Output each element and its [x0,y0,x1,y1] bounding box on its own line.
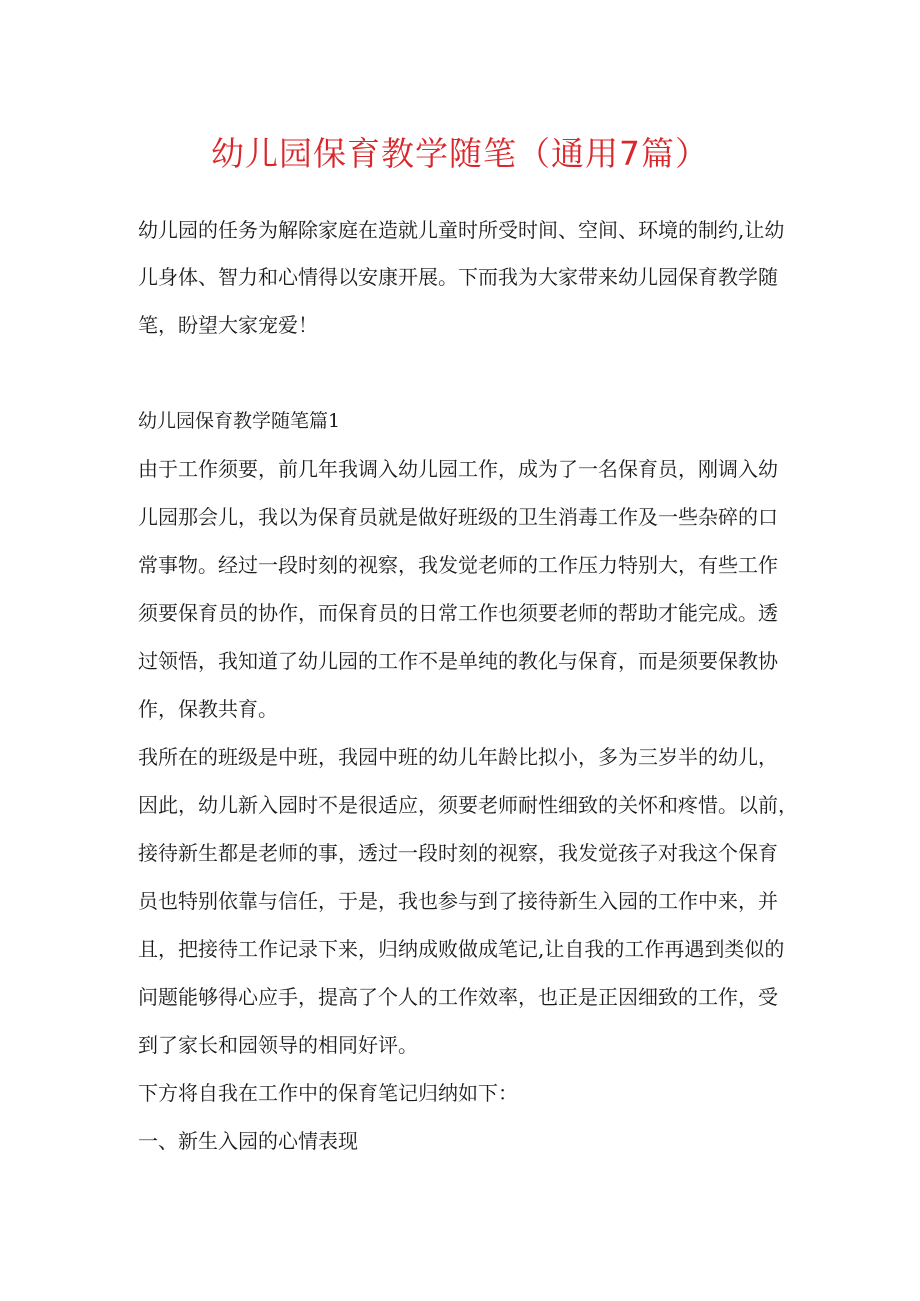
document-title: 幼儿园保育教学随笔（通用7篇） [211,134,709,173]
paragraph2-line: 到了家长和园领导的相同好评。 [138,1033,418,1057]
paragraph2-line: 员也特别依靠与信任，于是，我也参与到了接待新生入园的工作中来，并 [138,889,778,913]
paragraph2-line: 我所在的班级是中班，我园中班的幼儿年龄比拟小，多为三岁半的幼儿， [138,745,778,769]
paragraph1-line: 作，保教共育。 [138,697,278,721]
paragraph3: 下方将自我在工作中的保育笔记归纳如下： [138,1081,518,1105]
paragraph2-line: 且，把接待工作记录下来，归纳成败做成笔记,让自我的工作再遇到类似的 [138,937,785,961]
paragraph1-line: 常事物。经过一段时刻的视察，我发觉老师的工作压力特别大，有些工作 [138,553,778,577]
paragraph2-line: 接待新生都是老师的事，透过一段时刻的视察，我发觉孩子对我这个保育 [138,841,778,865]
paragraph1-line: 儿园那会儿，我以为保育员就是做好班级的卫生消毒工作及一些杂碎的口 [138,505,778,529]
paragraph1-line: 由于工作须要，前几年我调入幼儿园工作，成为了一名保育员，刚调入幼 [138,457,778,481]
paragraph1-line: 过领悟，我知道了幼儿园的工作不是单纯的教化与保育，而是须要保教协 [138,649,778,673]
section-heading: 幼儿园保育教学随笔篇1 [138,410,341,432]
intro-line: 儿身体、智力和心情得以安康开展。下而我为大家带来幼儿园保育教学随 [138,265,778,289]
paragraph2-line: 问题能够得心应手，提高了个人的工作效率，也正是正因细致的工作，受 [138,985,778,1009]
paragraph2-line: 因此，幼儿新入园时不是很适应，须要老师耐性细致的关怀和疼惜。以前， [138,793,798,817]
paragraph1-line: 须要保育员的协作，而保育员的日常工作也须要老师的帮助才能完成。透 [138,601,778,625]
subheading: 一、新生入园的心情表现 [138,1129,358,1153]
intro-line: 幼儿园的任务为解除家庭在造就儿童时所受时间、空间、环境的制约,让幼 [138,218,785,242]
intro-line: 笔，盼望大家宠爱！ [138,313,318,337]
